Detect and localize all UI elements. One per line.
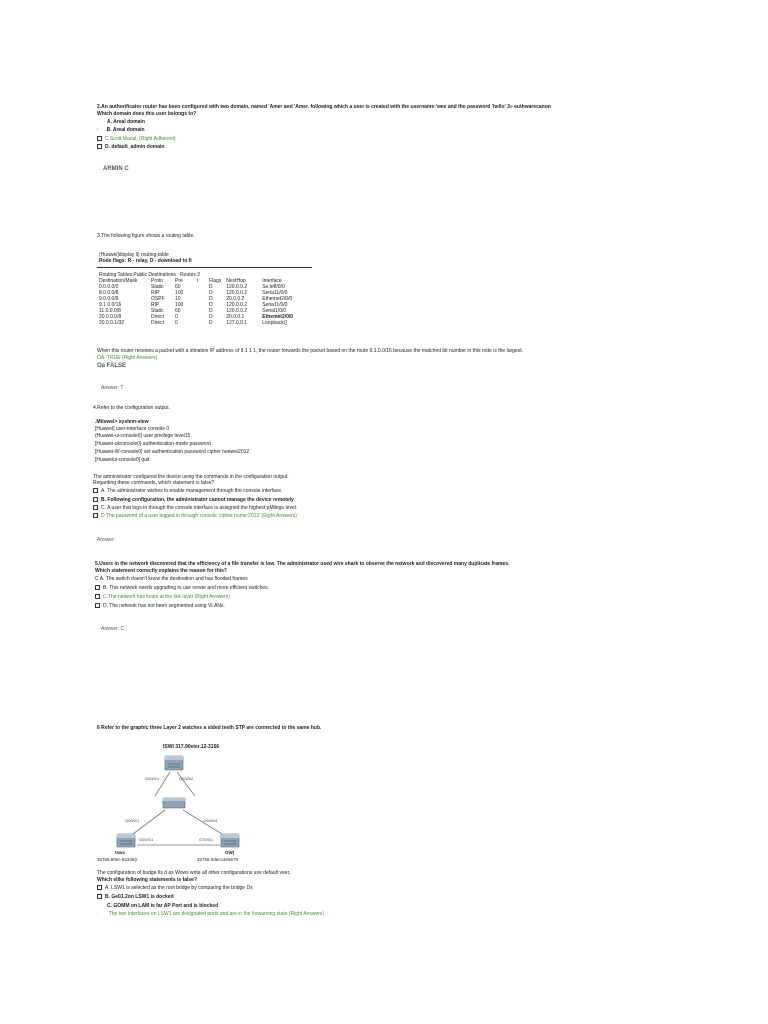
column-header: t — [197, 278, 199, 284]
column-header: Destination/Mask — [99, 278, 138, 284]
table-cell: RIP — [151, 302, 160, 308]
right-switch-bridge-id: 32765 0decn3e5678 — [197, 857, 239, 862]
port-label: G00/0/4 — [203, 818, 218, 823]
bullet-dot-icon: · — [97, 127, 99, 133]
q2-option-b-label: B. Areal domain — [106, 127, 145, 133]
q3-route-flags: Rode flags: R - relay, D - download to fi — [99, 258, 192, 264]
table-cell: Ethemet2/0/0 — [262, 314, 294, 320]
q4-option-a[interactable] — [93, 488, 282, 494]
q6-stem: 6 Refer to the graphic three Layer 2 watches a sided teeth STP are connected to the same hub. — [97, 725, 322, 731]
checkbox-icon — [93, 513, 98, 518]
checkbox-icon — [97, 885, 102, 890]
port-label: G00/0/1 — [125, 818, 140, 823]
q5-option-d[interactable] — [95, 603, 225, 609]
q5-option-a[interactable]: C A. The switch doesn't know the destination and has flooded frames — [95, 576, 248, 582]
q2-option-a[interactable]: A. Areal domain — [107, 119, 145, 125]
table-cell: Serial1/0/0 — [262, 308, 287, 314]
q4-option-b-label: B. Following configuration, the administrator cannot manage the device remotely — [101, 497, 294, 503]
stp-topology-diagram — [95, 742, 265, 864]
table-cell: Loopback() — [262, 320, 288, 326]
root-switch-label: ISWI 317.90eter.12-3156 — [163, 744, 220, 750]
table-cell: 0 — [175, 320, 178, 326]
q3-answer: Answer: T — [101, 385, 124, 391]
q4-config-line: (Huawei-ui-console0] user privilege level15 — [95, 433, 191, 439]
q6-option-d[interactable] — [97, 911, 324, 917]
table-cell: 10 — [175, 296, 181, 302]
table-cell: Ethernet2/0/0 — [262, 296, 293, 302]
table-cell: Static — [151, 308, 164, 314]
table-cell: 0 — [175, 314, 178, 320]
table-cell — [197, 320, 209, 326]
q4-config-line: [Huawei] user-interface console 0 — [95, 426, 170, 432]
q2-option-d[interactable] — [97, 144, 164, 150]
table-cell: 0.0.0.0/0 — [99, 284, 119, 290]
q3-stem: 3.The following figure shows a routing table. — [97, 233, 195, 239]
table-cell: D — [209, 308, 213, 314]
port-label: G00/0/1 — [139, 837, 154, 842]
q6-option-d-label: The two interfaces on LSW1 are designated ports and are in the forwarning state (Right Answers) — [108, 911, 325, 917]
table-cell: 120.0.0.2 — [226, 308, 248, 314]
table-cell: Static — [151, 284, 164, 290]
q2-option-c-label: C Scott Manal, (Right Adherent) — [105, 136, 176, 142]
bullet-dot-icon: · — [97, 911, 99, 917]
table-cell: D — [209, 314, 213, 320]
q6-option-c[interactable]: C. GOMM on LAM is far AP Port and is blocked — [107, 903, 219, 909]
q6-question: Which elike following statements is false? — [97, 877, 198, 883]
table-cell: 120.0.0.2 — [226, 290, 248, 296]
column-header: Proto — [151, 278, 163, 284]
q5-stem: 5.Users in the network discovered that the efficiency of a file transfer is low. The administrator used wire shark to observe the network and discovered many duplicate frames. — [95, 561, 510, 567]
table-cell: Seria11/0/0 — [262, 290, 288, 296]
table-cell: Se.tefl/0/0 — [262, 284, 285, 290]
q2-option-b[interactable] — [97, 127, 145, 133]
q2-answer: ARMIN C — [103, 166, 129, 172]
table-cell: 120.0.0.2 — [226, 284, 248, 290]
table-cell: 20.0.0.1/32 — [99, 320, 125, 326]
table-cell: RIP — [151, 290, 160, 296]
table-cell: D — [209, 302, 213, 308]
table-divider — [97, 267, 312, 268]
table-cell: 127.0.0.1 — [226, 320, 248, 326]
table-cell: 8.0.0.0/8 — [99, 290, 119, 296]
q6-option-a-label: A. LSW1 is selected as the root bridge by comparing the bridge Ds — [105, 885, 253, 891]
checkbox-icon — [95, 603, 100, 608]
table-cell: 100 — [175, 302, 184, 308]
q5-answer: Answer: C — [101, 626, 125, 632]
q6-option-b[interactable] — [97, 894, 174, 900]
q4-option-c[interactable] — [93, 505, 297, 511]
q6-option-a[interactable] — [97, 885, 253, 891]
q4-option-b[interactable] — [93, 497, 294, 503]
table-cell: 100 — [175, 290, 184, 296]
table-cell: Seria11/0/0 — [262, 302, 288, 308]
q4-config-line: [Huawei-W-console0] set authentication password cipher heewei2012 — [95, 449, 250, 455]
left-switch-name: tsws — [115, 850, 126, 855]
q6-context: The configuration of budge Ils d as Wows write all other configurations use default veer, — [97, 870, 291, 876]
q2-subquestion: Which domain does this user belongs to? — [97, 111, 197, 117]
q4-stem: 4.Refer to the configuration output. — [93, 405, 170, 411]
q5-option-c-label: C The network has loops at the link layer (Right Answers) — [103, 594, 230, 600]
q4-question: Regarding these commands, which statement is false? — [93, 480, 215, 486]
checkbox-icon — [97, 144, 102, 149]
table-row — [99, 320, 312, 326]
table-cell: 20.0.0.0/8 — [99, 314, 122, 320]
q3-command: (Huawei]display ll) routing-table — [99, 252, 169, 258]
checkbox-icon — [93, 505, 98, 510]
table-cell: D — [209, 284, 213, 290]
switch-icon — [117, 834, 135, 847]
table-cell: D — [209, 320, 213, 326]
column-header: NextHop — [226, 278, 246, 284]
routing-table — [99, 278, 312, 326]
checkbox-icon — [95, 594, 100, 599]
q4-config-line: .Mtiswel> system-view — [95, 419, 149, 425]
table-cell: Direct — [151, 314, 165, 320]
table-cell: 20.0.0.2 — [226, 296, 245, 302]
checkbox-icon — [97, 894, 102, 899]
q5-option-b[interactable] — [95, 585, 269, 591]
q5-option-b-label: B. This network needs upgrading to use newer and more efficient switches. — [103, 585, 270, 591]
q4-option-a-label: A. The administrator wishes to enable management through the console interface. — [101, 488, 283, 494]
q4-option-d[interactable] — [93, 513, 297, 519]
switch-icon — [221, 834, 239, 847]
table-cell: OSPF — [151, 296, 165, 302]
q3-option-false[interactable]: Oa FALSE — [97, 363, 127, 369]
q4-config-line: [Huaweiui-console0] quit — [95, 457, 150, 463]
q4-config-line: [Huawei-ukconsole0] authentication-mode password — [95, 441, 211, 447]
hub-icon — [163, 798, 185, 808]
table-cell: 60 — [175, 308, 181, 314]
q4-intro: The administrator configured the device using the commands in the configuration output. — [93, 474, 289, 480]
right-switch-name: OW) — [225, 850, 235, 855]
table-cell: D — [209, 296, 213, 302]
column-header: Pre — [175, 278, 183, 284]
table-cell: 60 — [175, 284, 181, 290]
q5-option-d-label: D. The network has not been segmented using VLANs. — [103, 603, 225, 609]
checkbox-icon — [93, 488, 98, 493]
table-cell: 11.0.0.0/8 — [99, 308, 121, 314]
q3-table-summary: Routing Tables:Public Destinations : Routes:2 — [99, 272, 201, 278]
column-header: Interface — [262, 278, 282, 284]
switch-icon — [165, 756, 183, 770]
q5-option-c[interactable] — [95, 594, 230, 600]
q2-option-d-label: D. default_admin domain — [105, 144, 165, 150]
port-label: G00/0/2 — [179, 776, 194, 781]
table-cell: 9.1.0.0/16 — [99, 302, 122, 308]
q6-option-b-label: B. Ge01.2on LSW1 is docked — [105, 894, 174, 900]
checkbox-icon — [97, 136, 102, 141]
port-label: G00/0/1 — [145, 776, 160, 781]
q3-option-true[interactable]: OA. TRUE (Right Answers) — [97, 355, 158, 361]
left-switch-bridge-id: 32766.80ec-62345(r — [97, 857, 138, 862]
table-cell: Direct — [151, 320, 165, 326]
q5-subquestion: Which statement correctly explains the reason for this? — [95, 568, 227, 574]
q3-statement: When this router receives a packet with a stination IP address of 9.1 1 1, the router forwards the packet based on the route 9.1.0.0/16 because the matched bit number in this rotte is the largest. — [97, 348, 523, 354]
q2-stem: 2.An authorificator router has been configured with two domain, named 'Amer and 'Amer. following which a user is created with the username:'wee and the password 'hello' 3» euthwarecanon — [97, 104, 551, 110]
q4-answer: Answer: — [97, 537, 116, 543]
table-cell: 120.0.0.2 — [226, 302, 248, 308]
checkbox-icon — [95, 585, 100, 590]
column-header: Flags — [209, 278, 222, 284]
routing-table-body — [99, 278, 312, 326]
port-label: GT0/0/1 — [199, 837, 214, 842]
table-cell: D — [209, 290, 213, 296]
checkbox-icon — [93, 497, 98, 502]
q2-option-c[interactable] — [97, 136, 176, 142]
q4-option-c-label: C. A user that logs-in through the console interface is assigned the highest pMilege level. — [101, 505, 298, 511]
table-cell: 20.0.0.1 — [226, 314, 245, 320]
q4-option-d-label: D The password of a user logged in through console 'cipher home:2012' (Right Answers) — [101, 513, 297, 519]
table-cell: 9.0.0.0/8 — [99, 296, 119, 302]
